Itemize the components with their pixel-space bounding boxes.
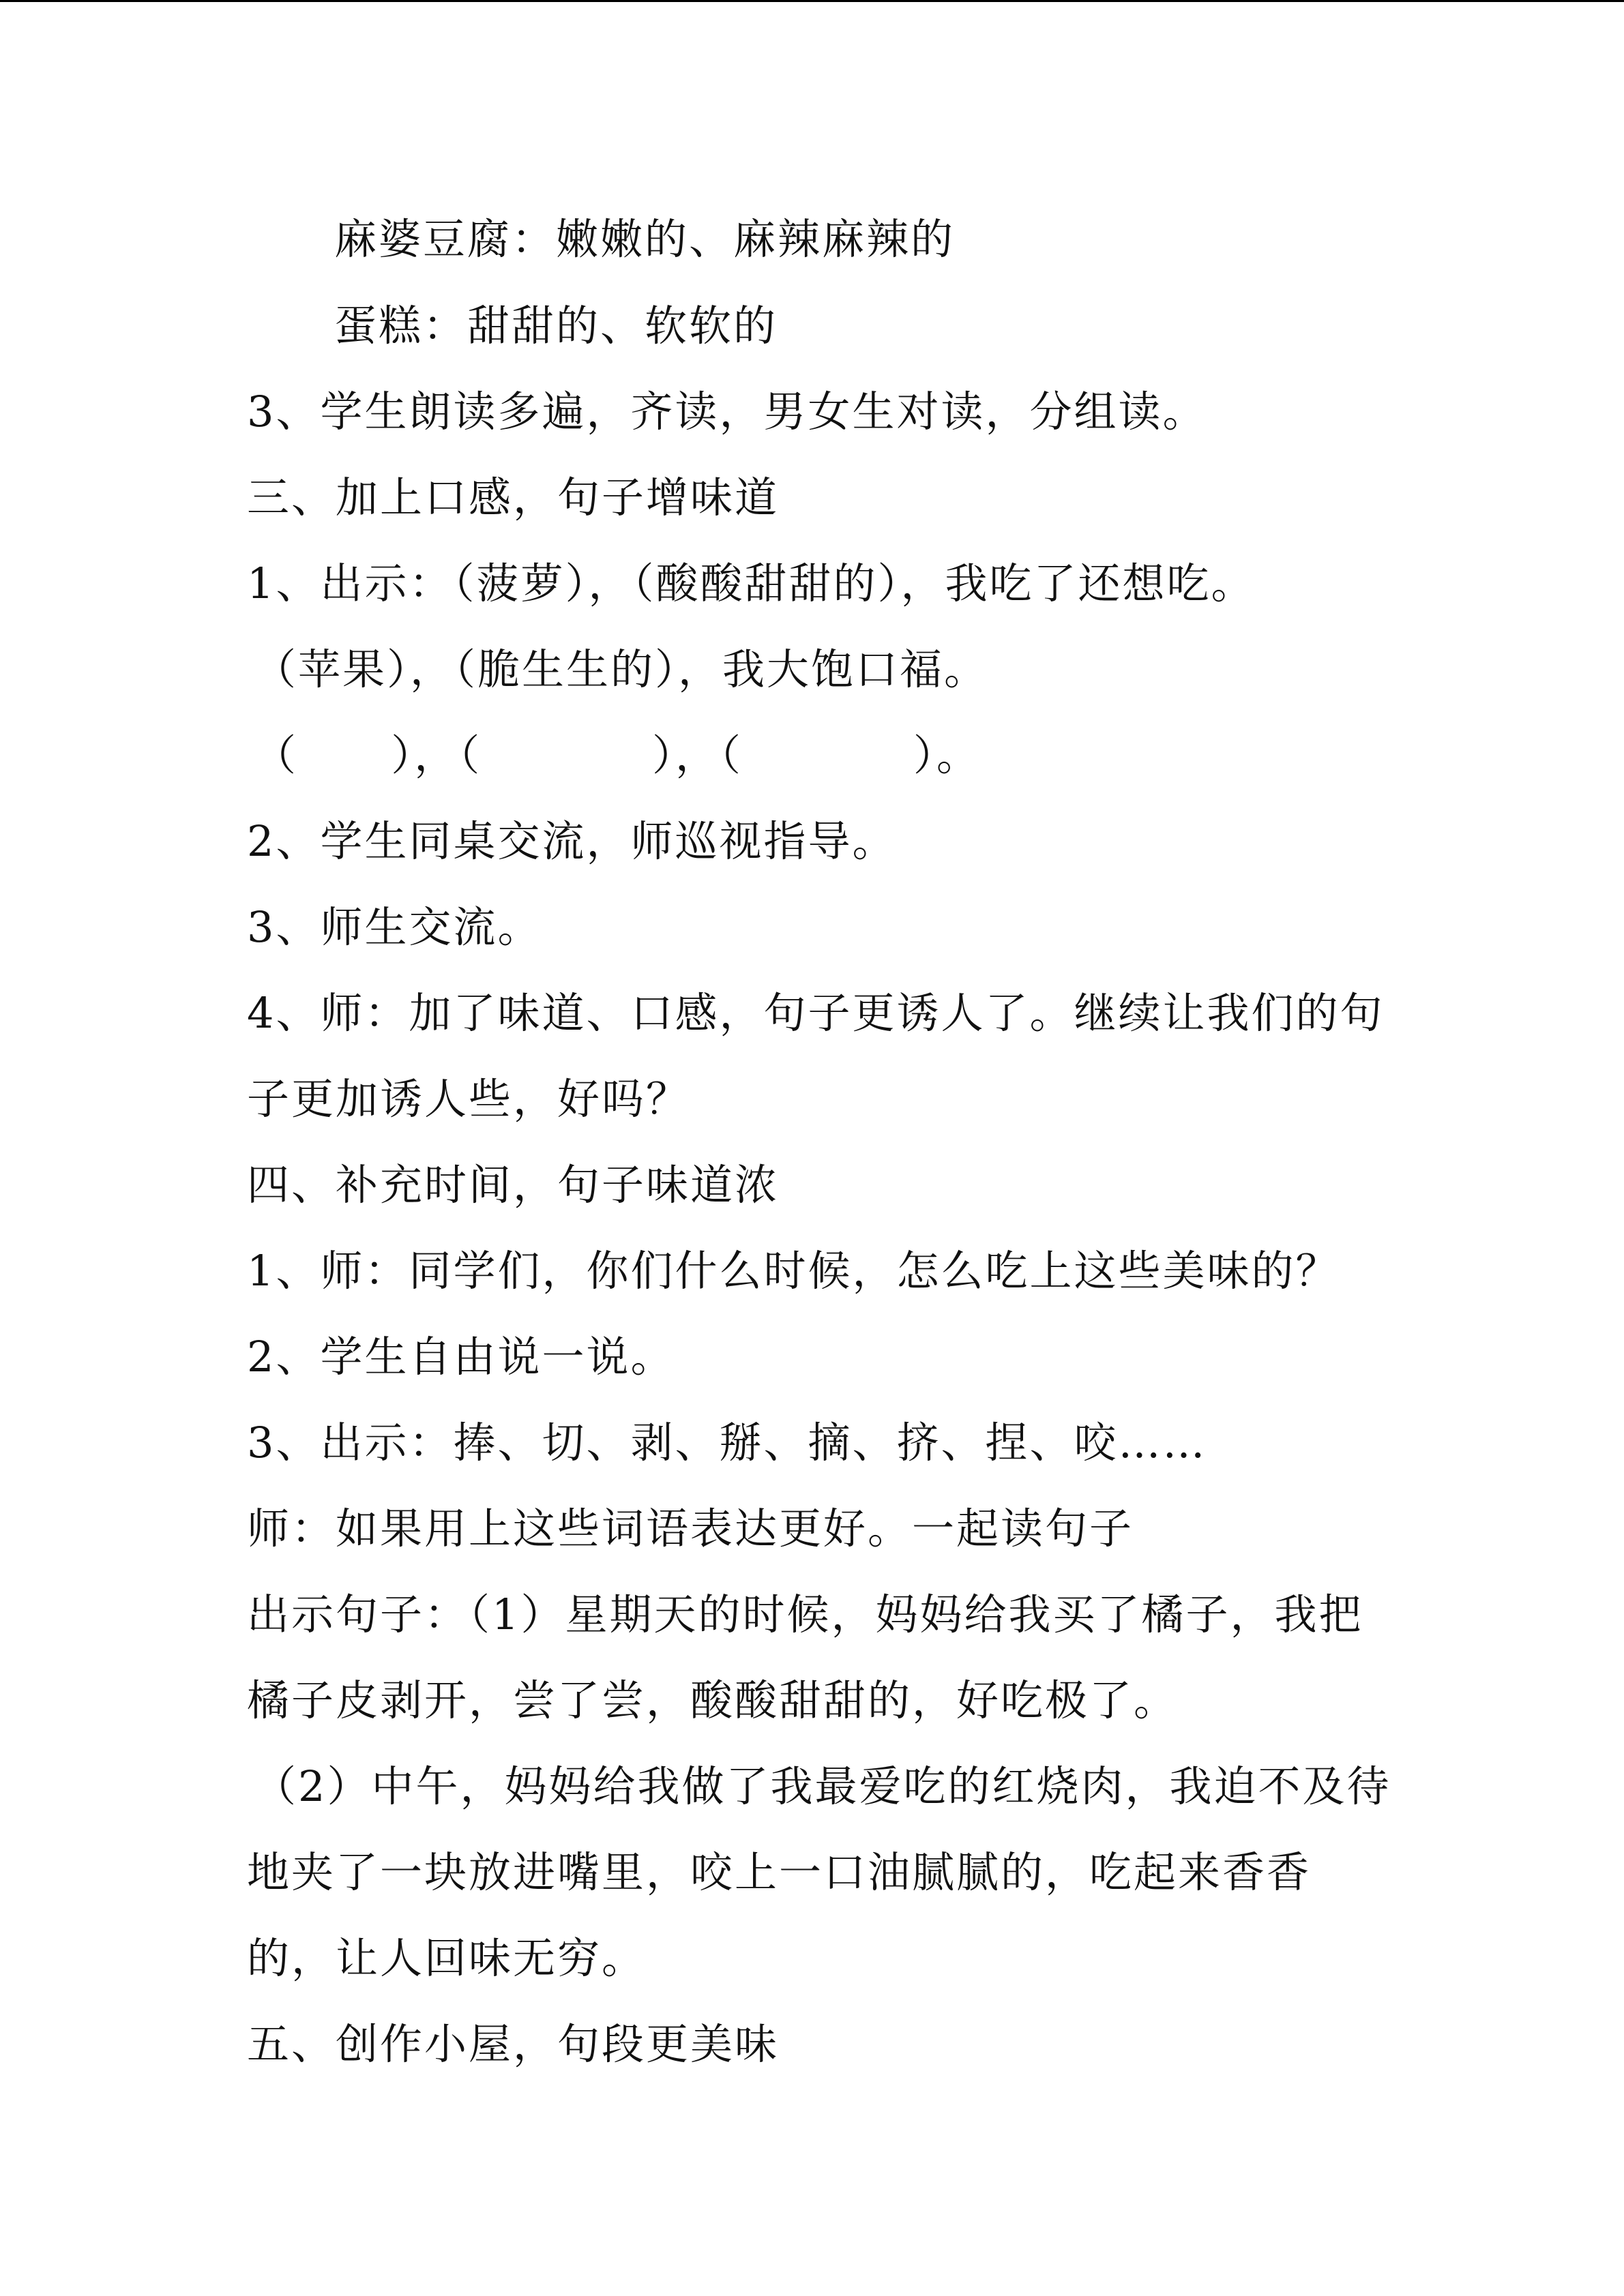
text-line-sentence-2: （2）中午，妈妈给我做了我最爱吃的红烧肉，我迫不及待 xyxy=(254,1761,1391,1811)
text-line-step-3-reading: 3、学生朗读多遍，齐读，男女生对读，分组读。 xyxy=(247,387,1207,436)
text-line-blank-template: （ ），（ ），（ ）。 xyxy=(254,730,981,780)
section-heading-4: 四、补充时间，句子味道浓 xyxy=(247,1160,780,1210)
text-line-step-3-exchange: 3、师生交流。 xyxy=(247,902,542,952)
text-line-step-4-teacher: 4、师：加了味道、口感，句子更诱人了。继续让我们的句 xyxy=(247,988,1385,1038)
text-line-sentence-1-continued: 橘子皮剥开，尝了尝，酸酸甜甜的，好吃极了。 xyxy=(247,1675,1179,1725)
text-line-teacher-read: 师：如果用上这些词语表达更好。一起读句子 xyxy=(247,1504,1134,1553)
text-line-cake: 蛋糕：甜甜的、软软的 xyxy=(334,301,778,351)
text-line-step-3-verbs: 3、出示：捧、切、剥、掰、摘、挤、捏、咬…… xyxy=(247,1418,1207,1467)
text-line-step-1-teacher: 1、师：同学们，你们什么时候，怎么吃上这些美味的？ xyxy=(247,1246,1340,1296)
section-heading-5: 五、创作小屋，句段更美味 xyxy=(247,2019,780,2069)
text-line-sentence-1: 出示句子：（1）星期天的时候，妈妈给我买了橘子，我把 xyxy=(247,1590,1363,1639)
text-line-step-2-exchange: 2、学生同桌交流，师巡视指导。 xyxy=(247,816,897,866)
text-line-step-4-continued: 子更加诱人些，好吗？ xyxy=(247,1074,691,1124)
text-line-step-2-free-talk: 2、学生自由说一说。 xyxy=(247,1332,675,1382)
section-heading-3: 三、加上口感，句子增味道 xyxy=(247,473,780,522)
text-line-sentence-2-continued: 地夹了一块放进嘴里，咬上一口油腻腻的，吃起来香香 xyxy=(247,1847,1312,1897)
text-line-sentence-2-end: 的，让人回味无穷。 xyxy=(247,1933,647,1983)
text-line-example-pineapple: 1、出示：（菠萝），（酸酸甜甜的），我吃了还想吃。 xyxy=(247,558,1256,608)
text-line-mapo-tofu: 麻婆豆腐：嫩嫩的、麻辣麻辣的 xyxy=(334,214,956,264)
text-line-example-apple: （苹果），（脆生生的），我大饱口福。 xyxy=(254,644,989,694)
